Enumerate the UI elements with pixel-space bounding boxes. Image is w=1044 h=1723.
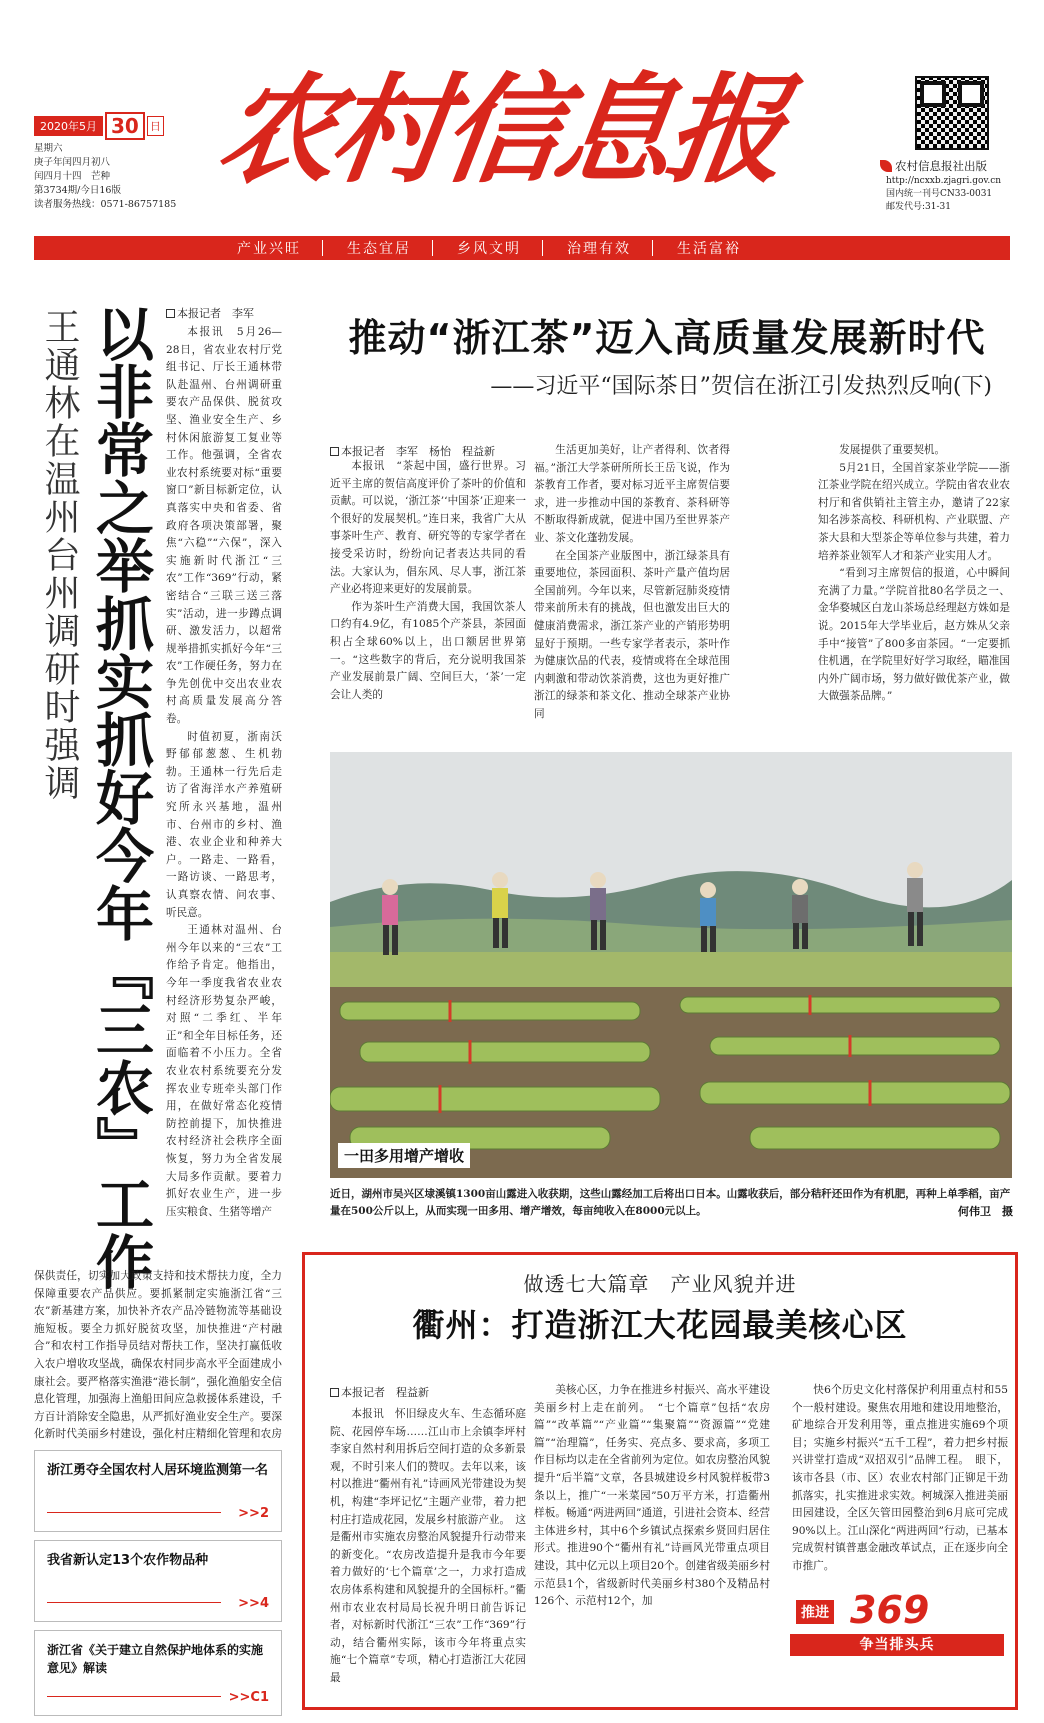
teaser-rule <box>47 1696 221 1697</box>
date-day-suffix: 日 <box>147 116 164 136</box>
meta-line: 庚子年闰四月初八 <box>34 157 111 168</box>
paragraph: 在全国茶产业版图中，浙江绿茶具有重要地位，茶园面积、茶叶产量产值均居全国前列。今年以来，尽管新冠肺炎疫情带来前所未有的挑战，但也激发出巨大的健康消费需求，浙江茶产业的产销形势明显好于预期。一些专家学者表示，茶叶作为健康饮品的代表，疫情或将在全球范围内刺激和带动饮茶消费，这也为更好推广浙江的绿茶和茶文化、推动全球茶产业协同 <box>534 549 730 720</box>
lead-subheadline: 王通林在温州台州调研时强调 <box>39 308 80 802</box>
byline-box-icon <box>166 309 175 318</box>
tea-column-1 <box>330 458 526 720</box>
publisher-logo <box>880 158 987 174</box>
tea-column-2 <box>534 442 730 720</box>
publisher-url[interactable]: http://ncxxb.zjagri.gov.cn <box>886 176 1002 186</box>
teaser-title[interactable]: 我省新认定13个农作物品种 <box>47 1553 209 1568</box>
harvest-photo[interactable] <box>330 752 1012 1178</box>
nav-item[interactable]: 产业兴旺 <box>237 241 301 257</box>
quzhou-column-3 <box>792 1382 1008 1582</box>
photo-description <box>330 1186 1012 1220</box>
issue-date <box>34 112 164 140</box>
lead-byline <box>166 305 254 321</box>
section-nav <box>34 236 1010 260</box>
paragraph: 生活更加美好，让产者得利、饮者得福。”浙江大学茶研所所长王岳飞说，作为茶教育工作者，要对标习近平主席贺信要求，进一步推动中国的茶教育、茶科研等不断取得新成就，促进中国乃至世界茶产业、茶文化蓬勃发展。 <box>534 444 730 544</box>
nav-item[interactable]: 乡风文明 <box>434 238 544 258</box>
tea-column-3 <box>818 442 1010 720</box>
publisher-info <box>886 175 1001 214</box>
teaser-box[interactable] <box>34 1540 282 1622</box>
quzhou-column-2 <box>534 1382 770 1702</box>
qr-code-icon[interactable] <box>915 76 989 150</box>
meta-line: 第3734期/今日16版 <box>34 185 121 196</box>
quzhou-column-1 <box>330 1406 526 1702</box>
badge-number: 369 <box>850 1588 930 1632</box>
nav-item[interactable]: 治理有效 <box>544 238 654 258</box>
paragraph: 本报讯 5月26—28日，省农业农村厅党组书记、厅长王通林带队赴温州、台州调研重要农产品保供、脱贫攻坚、渔业安全生产、乡村休闲旅游复工复业等工作。他强调，全省农业农村系统要对标“重要窗口”新目标新定位，认真落实中央和省委、省政府各项决策部署，聚焦“六稳”“六保”，深入实施新时代浙江“三农”工作“369”行动，紧密结合“三联三送三落实”活动，进一步蹲点调研、激发活力，以超常规举措抓实抓好今年“三农”工作硬任务，努力在争先创优中交出农业农村高质量发展高分答卷。 <box>166 326 282 726</box>
teaser-page-link[interactable]: >>4 <box>238 1596 269 1611</box>
paragraph: 5月21日，全国首家茶业学院——浙江茶业学院在绍兴成立。学院由省农业农村厅和省供销社主管主办，邀请了22家知名涉茶高校、科研机构、产业联盟、产茶大县和大型茶企等单位参与共建，着力培养茶业领军人才和茶产业实用人才。 <box>818 461 1010 562</box>
date-day: 30 <box>105 112 145 140</box>
badge-prefix: 推进 <box>796 1600 834 1624</box>
teaser-page-link[interactable]: >>C1 <box>228 1690 269 1705</box>
slogan-badge <box>790 1588 1004 1664</box>
paragraph: 本报讯 “茶起中国，盛行世界。习近平主席的贺信高度评价了茶叶的价值和贡献。可以说，‘浙江茶’‘中国茶’正迎来一个很好的发展契机。”连日来，我省广大从事茶叶生产、教育、研究等的专家学者在接受采访时，纷纷向记者表达共同的看法。大家认为，倡东风、尽人事，浙江茶产业必将迎来更好的发展前景。 <box>330 460 526 596</box>
teaser-title[interactable]: 浙江勇夺全国农村人居环境监测第一名 <box>47 1463 269 1478</box>
byline-text: 本报记者 李军 杨怡 程益新 <box>341 445 495 458</box>
teaser-title[interactable]: 浙江省《关于建立自然保护地体系的实施意见》解读 <box>47 1643 264 1675</box>
teaser-box[interactable] <box>34 1630 282 1716</box>
badge-top <box>790 1588 1004 1632</box>
paragraph: 本报讯 怀旧绿皮火车、生态循环庭院、花园停车场……江山市上余镇李坪村李家自然村利用拆后空间打造的众多新景观，不时引来人们的赞叹。去年以来，该村以推进“衢州有礼”诗画风光带建设为契机，构建“李坪记忆”主题产业带，着力把村庄打造成花园，发展乡村旅游产业。 这是衢州市实施农房整治风貌提升行动带来的新变化。“农房改造提升是我市今年要着力做好的‘七个篇章’之一，力求打造成农房体系构建和风貌提升的全国标杆。”衢州市农业农村局局长祝升明日前告诉记者，对标新时代浙江“三农”工作“369”行动，结合衢州实际，该市今年将重点实施“七个篇章”专项，精心打造浙江大花园最 <box>330 1408 526 1684</box>
issue-meta <box>34 142 176 212</box>
paragraph: 王通林对温州、台州今年以来的“三农”工作给予肯定。他指出，今年一季度我省农业农村经济形势复杂严峻，对照“二季红、半年正”和全年目标任务，还面临着不小压力。全省农业农村系统要充分发挥农业专班牵头部门作用，在做好常态化疫情防控前提下，加快推进农村经济社会秩序全面恢复，努力为全省发展大局多作贡献。要着力抓好农业生产，进一步压实粮食、生猪等增产 <box>166 924 282 1218</box>
lead-body-wide <box>34 1268 282 1444</box>
tea-subheadline: ——习近平“国际茶日”贺信在浙江引发热烈反响(下) <box>490 374 992 399</box>
meta-line: 闰四月十四 芒种 <box>34 171 111 182</box>
quzhou-headline[interactable]: 衢州：打造浙江大花园最美核心区 <box>412 1306 908 1344</box>
photo-credit: 何伟卫 摄 <box>958 1205 1013 1218</box>
paragraph: 快6个历史文化村落保护利用重点村和55个一般村建设。聚焦农用地和建设用地整治，矿地综合开发利用等，重点推进实施69个项目；实施乡村振兴“五千工程”，着力把乡村振兴讲堂打造成“双招双引”品牌工程。 眼下，该市各县（市、区）农业农村部门正铆足干劲抓落实，扎实推进求实效。柯城深入推进美丽田园建设，全区矢管田园整治到6月底可完成90%以上。江山深化“两进两回”行动，已基本完成贺村镇普惠金融改革试点，正在逐步向全市推广。 <box>792 1384 1008 1572</box>
tea-byline <box>330 443 495 459</box>
teaser-page-link[interactable]: >>2 <box>238 1506 269 1521</box>
quzhou-kicker: 做透七大篇章 产业风貌并进 <box>523 1272 797 1296</box>
byline-box-icon <box>330 1388 339 1397</box>
byline-text: 本报记者 程益新 <box>341 1386 429 1399</box>
paragraph: 美核心区，力争在推进乡村振兴、高水平建设美丽乡村上走在前列。 “七个篇章”包括“农房篇”“改革篇”“产业篇”“集聚篇”“资源篇”“党建篇”“治理篇”，任务实、亮点多、要求高，多项工作目标均以走在全省前列为定位。如农房整治风貌提升“后半篇”文章，各县城建设乡村风貌样板带3条以上，推广“一米菜园”50万平方米，打造衢州样板。畅通“两进两回”通道，引进社会资本、经营主体进乡村，其中6个乡镇试点探索乡贤回归居住形式。推进90个“衢州有礼”诗画风光带重点项目建设，其中亿元以上项目20个。创建省级美丽乡村示范县1个，省级新时代美丽乡村380个及精品村126个、示范村12个，加 <box>534 1384 770 1608</box>
paragraph: 作为茶叶生产消费大国，我国饮茶人口约有4.9亿，有1085个产茶县，茶园面积占全球60%以上，出口额居世界第一。“这些数字的背后，充分说明我国茶产业发展前景广阔、空间巨大，‘茶’一定会让人类的 <box>330 600 526 701</box>
quzhou-byline <box>330 1384 429 1400</box>
publisher-postcode: 邮发代号:31-31 <box>886 202 951 212</box>
paragraph: 保供责任，切实加大政策支持和技术帮扶力度，全力保障重要农产品供应。要抓紧制定实施浙江省“三农”新基建方案，加快补齐农产品冷链物流等基础设施短板。要全力抓好脱贫攻坚，加快推进“产村融合”和农村工作指导员结对帮扶工作，坚决打赢低收入农户增收攻坚战，确保农村同步高水平全面建成小康社会。要严格落实渔港“港长制”，强化渔船安全信息化管理，加强海上渔船田间应急救援体系建设，千方百计消除安全隐患，从严抓好渔业安全生产。要深化新时代美丽乡村建设，强化村庄精细化管理和农房 <box>34 1270 282 1441</box>
tea-headline[interactable]: 推动“浙江茶”迈入高质量发展新时代 <box>348 316 986 360</box>
byline-text: 本报记者 李军 <box>177 307 254 320</box>
meta-line: 读者服务热线：0571-86757185 <box>34 199 177 210</box>
nav-item[interactable]: 生态宜居 <box>324 238 434 258</box>
newspaper-logo: 农村信息报 <box>210 60 790 199</box>
teaser-box[interactable] <box>34 1450 282 1532</box>
publisher-name: 农村信息报社出版 <box>895 159 987 173</box>
nav-item[interactable]: 生活富裕 <box>654 238 764 258</box>
lead-headline[interactable]: 以非常之举抓实抓好今年『三农』工作 <box>86 304 154 1290</box>
publisher-issn: 国内统一刊号CN33-0031 <box>886 189 993 199</box>
date-year-month: 2020年5月 <box>34 116 103 136</box>
badge-slogan: 争当排头兵 <box>790 1634 1004 1656</box>
paragraph: 时值初夏，浙南沃野郁郁葱葱、生机勃勃。王通林一行先后走访了省海洋水产养殖研究所永兴基地，温州市、台州市的乡村、渔港、农业企业和种养大户。一路走、一路看，一路访谈、一路思考，认真察农情、问农事、听民意。 <box>166 730 282 919</box>
paragraph: 发展提供了重要契机。 <box>839 444 946 456</box>
lead-body-narrow <box>166 324 282 1264</box>
paragraph: “看到习主席贺信的报道，心中瞬间充满了力量。”学院首批80名学员之一、金华婺城区白龙山茶场总经理赵方姝如是说。2015年大学毕业后，赵方姝从父亲手中“接管”了800多亩茶园。“一定要抓住机遇，在学院里好好学习取经，瞄准国内外广阔市场，努力做好做优茶产业，做大做强茶品牌。” <box>818 567 1010 703</box>
teaser-rule <box>47 1602 221 1603</box>
teaser-rule <box>47 1512 221 1513</box>
leaf-icon <box>880 160 892 172</box>
byline-box-icon <box>330 447 339 456</box>
photo-caption: 一田多用增产增收 <box>338 1143 470 1168</box>
meta-line: 星期六 <box>34 143 63 154</box>
photo-description-text: 近日，湖州市吴兴区埭溪镇1300亩山露进入收获期，这些山露经加工后将出口日本。山露收获后，部分秸秆还田作为有机肥，再种上单季稻，亩产量在500公斤以上，从而实现一田多用、增产增效，每亩纯收入在8000元以上。 <box>330 1188 1011 1217</box>
